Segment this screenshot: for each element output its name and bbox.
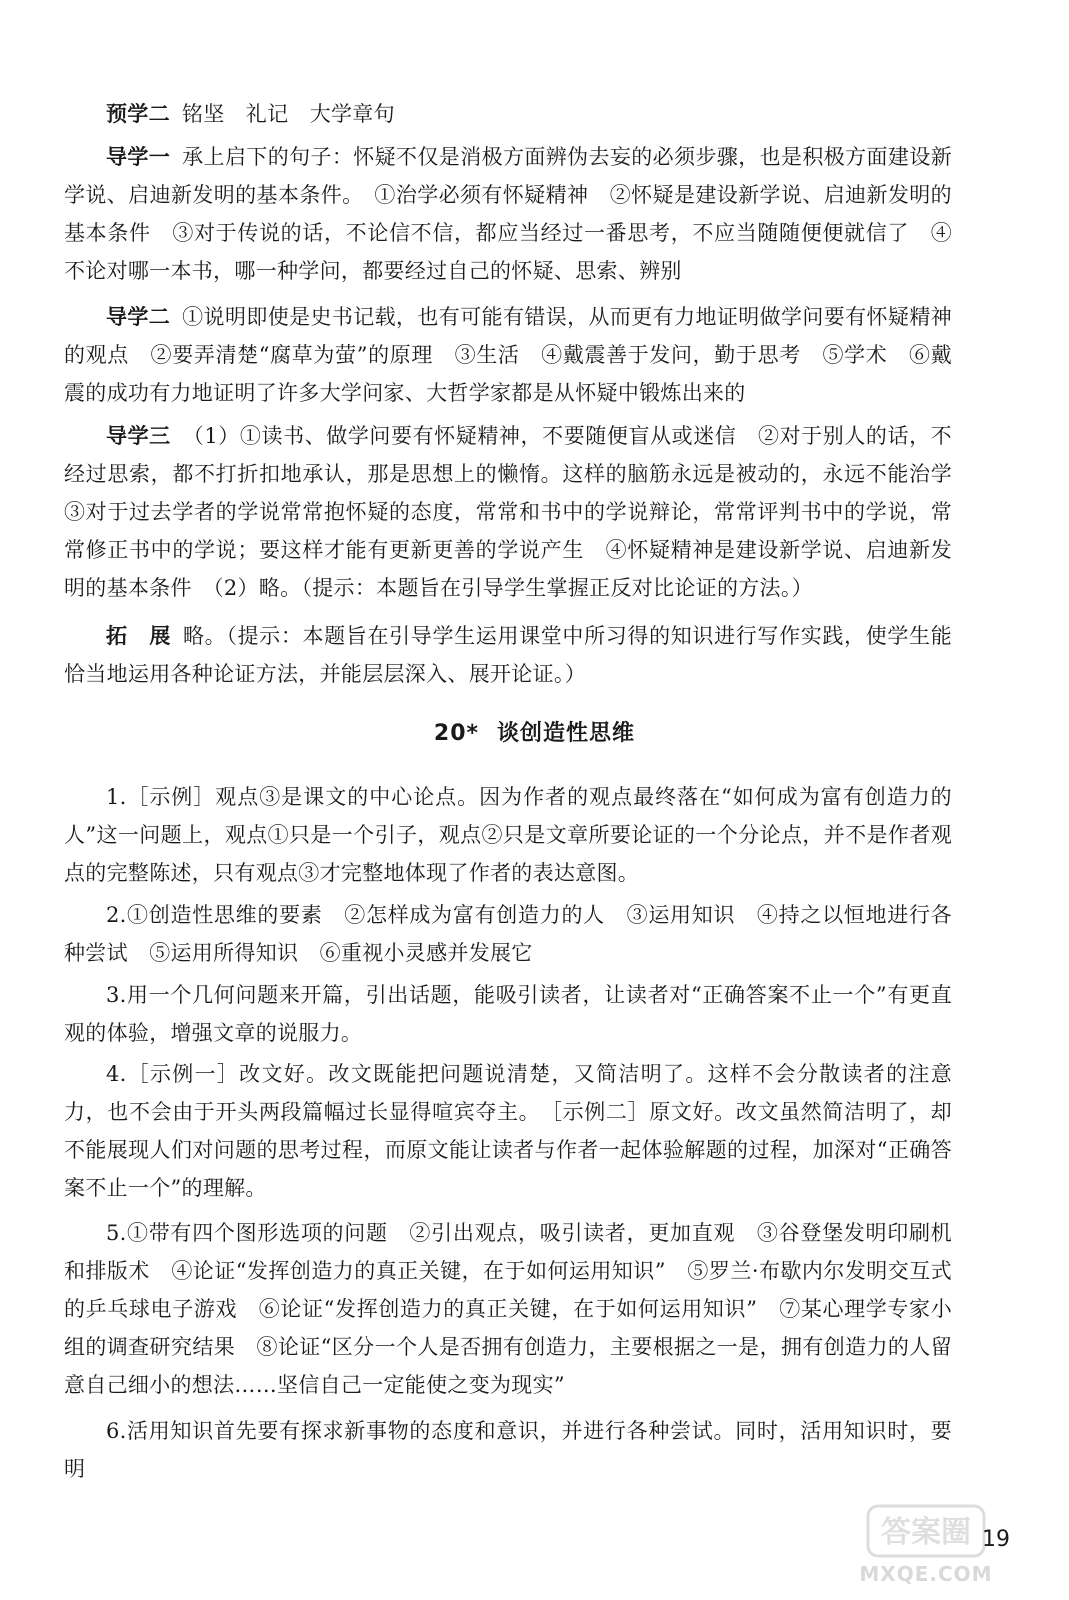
watermark-logo-icon	[866, 1502, 986, 1560]
answer-1: 1.［示例］观点③是课文的中心论点。因为作者的观点最终落在“如何成为富有创造力的人”这一问题上，观点①只是一个引子，观点②只是文章所要论证的一个分论点，并不是作者观点的完整陈述，只有观点③才完整地体现了作者的表达意图。	[64, 785, 952, 885]
paragraph-label: 导学一	[106, 145, 171, 169]
paragraph-label: 导学三	[106, 424, 171, 448]
page-number: 19	[982, 1527, 1010, 1552]
watermark-url: MXQE.COM	[859, 1562, 993, 1586]
answer-4: 4.［示例一］改文好。改文既能把问题说清楚，又简洁明了。这样不会分散读者的注意力，也不会由于开头两段篇幅过长显得喧宾夺主。 ［示例二］原文好。改文虽然简洁明了，却不能展现人们对问题的思考过程，而原文能让读者与作者一起体验解题的过程，加深对“正确答案不止一个”的理解。	[64, 1062, 952, 1200]
paragraph-text: ①说明即使是史书记载，也有可能有错误，从而更有力地证明做学问要有怀疑精神的观点 ②要弄清楚“腐草为萤”的原理 ③生活 ④戴震善于发问，勤于思考 ⑤学术 ⑥戴震的成功有力地证明了许多大学问家、大哲学家都是从怀疑中锻炼出来的	[64, 305, 953, 405]
paragraph-text: 铭坚 礼记 大学章句	[181, 102, 395, 126]
paragraph-label: 拓 展	[106, 624, 171, 648]
paragraph-label: 导学二	[106, 305, 171, 329]
answer-5: 5.①带有四个图形选项的问题 ②引出观点，吸引读者，更加直观 ③谷登堡发明印刷机和排版术 ④论证“发挥创造力的真正关键，在于如何运用知识” ⑤罗兰·布歇内尔发明交互式的乒乓球电子游戏 ⑥论证“发挥创造力的真正关键，在于如何运用知识” ⑦某心理学专家小组的调查研究结果 ⑧论证“区分一个人是否拥有创造力，主要根据之一是，拥有创造力的人留意自己细小的想法……坚信自己一定能使之变为现实”	[64, 1221, 952, 1397]
paragraph-daoxue-3	[64, 417, 974, 607]
section-title	[0, 718, 1069, 750]
paragraph-daoxue-1	[64, 138, 952, 290]
paragraph-label: 预学二	[106, 102, 170, 126]
section-title-text: 谈创造性思维	[497, 721, 636, 746]
paragraph-yuxue-2	[64, 95, 952, 133]
paragraph-daoxue-2	[64, 298, 952, 412]
paragraph-text: （1）①读书、做学问要有怀疑精神，不要随便盲从或迷信 ②对于别人的话，不经过思索，都不打折扣地承认，那是思想上的懒惰。这样的脑筋永远是被动的，永远不能治学 ③对于过去学者的学说常常抱怀疑的态度，常常和书中的学说辩论，常常评判书中的学说，常常修正书中的学说；要这样才能有更新更善的学说产生 ④怀疑精神是建设新学说、启迪新发明的基本条件 （2）略。（提示：本题旨在引导学生掌握正反对比论证的方法。）	[64, 424, 974, 600]
paragraph-tuozhan	[64, 617, 952, 693]
section-number: 20*	[433, 721, 480, 746]
paragraph-text: 略。（提示：本题旨在引导学生运用课堂中所习得的知识进行写作实践，使学生能恰当地运用各种论证方法，并能层层深入、展开论证。）	[64, 624, 953, 686]
answer-3: 3.用一个几何问题来开篇，引出话题，能吸引读者，让读者对“正确答案不止一个”有更直观的体验，增强文章的说服力。	[64, 983, 952, 1045]
paragraph-text: 承上启下的句子：怀疑不仅是消极方面辨伪去妄的必须步骤，也是积极方面建设新学说、启迪新发明的基本条件。 ①治学必须有怀疑精神 ②怀疑是建设新学说、启迪新发明的基本条件 ③对于传说的话，不论信不信，都应当经过一番思考，不应当随随便便就信了 ④不论对哪一本书，哪一种学问，都要经过自己的怀疑、思索、辨别	[64, 145, 953, 283]
answer-2: 2.①创造性思维的要素 ②怎样成为富有创造力的人 ③运用知识 ④持之以恒地进行各种尝试 ⑤运用所得知识 ⑥重视小灵感并发展它	[64, 903, 952, 965]
watermark-logo	[848, 1500, 998, 1592]
answer-6: 6.活用知识首先要有探求新事物的态度和意识，并进行各种尝试。同时，活用知识时，要明	[64, 1419, 952, 1481]
watermark-logo-text: 答案圈	[881, 1515, 971, 1550]
